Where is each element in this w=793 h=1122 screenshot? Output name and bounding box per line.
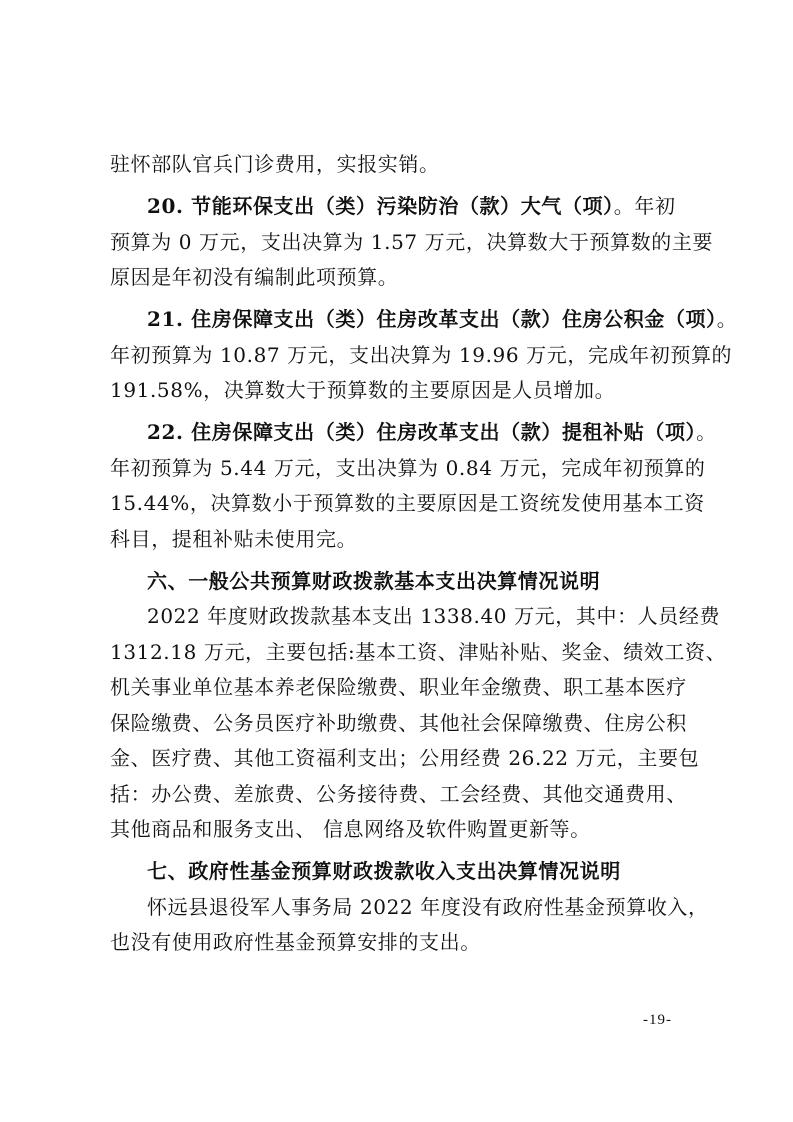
body-line: 年初预算为 5.44 万元，支出决算为 0.84 万元，完成年初预算的: [110, 456, 706, 480]
item-22-rest: 。: [696, 420, 717, 444]
section-6-heading: 六、一般公共预算财政拨款基本支出决算情况说明: [147, 569, 601, 593]
body-line: 原因是年初没有编制此项预算。: [110, 265, 399, 289]
body-line: 保险缴费、公务员医疗补助缴费、其他社会保障缴费、住房公积: [110, 711, 687, 735]
section-7-heading: 七、政府性基金预算财政拨款收入支出决算情况说明: [147, 859, 621, 883]
body-line: 其他商品和服务支出、 信息网络及软件购置更新等。: [110, 817, 591, 841]
body-line: 机关事业单位基本养老保险缴费、职业年金缴费、职工基本医疗: [110, 675, 687, 699]
item-21-rest: 。: [716, 307, 738, 331]
body-line: 驻怀部队官兵门诊费用，实报实销。: [110, 152, 440, 176]
body-line: 怀远县退役军人事务局 2022 年度没有政府性基金预算收入，: [147, 895, 709, 919]
body-line: 也没有使用政府性基金预算安排的支出。: [110, 930, 481, 954]
item-20-line: [147, 194, 676, 218]
item-20-title: 20. 节能环保支出（类）污染防治（款）大气（项）: [147, 194, 614, 218]
body-line: 15.44%，决算数小于预算数的主要原因是工资统发使用基本工资: [110, 491, 705, 515]
body-line: 预算为 0 万元，支出决算为 1.57 万元，决算数大于预算数的主要: [110, 230, 714, 254]
item-21-title: 21. 住房保障支出（类）住房改革支出（款）住房公积金（项）: [147, 307, 717, 331]
body-line: 1312.18 万元，主要包括:基本工资、津贴补贴、奖金、绩效工资、: [110, 640, 727, 664]
item-21-line: [147, 307, 737, 331]
body-line: 年初预算为 10.87 万元，支出决算为 19.96 万元，完成年初预算的: [110, 343, 733, 367]
item-22-line: [147, 420, 717, 444]
item-20-rest: 。年初: [613, 194, 676, 218]
page-number: -19-: [643, 1012, 672, 1028]
body-line: 括：办公费、差旅费、公务接待费、工会经费、其他交通费用、: [110, 782, 687, 806]
body-line: 金、医疗费、其他工资福利支出；公用经费 26.22 万元，主要包: [110, 746, 700, 770]
body-line: 科目，提租补贴未使用完。: [110, 527, 358, 551]
body-line: 2022 年度财政拨款基本支出 1338.40 万元，其中：人员经费: [147, 604, 721, 628]
item-22-title: 22. 住房保障支出（类）住房改革支出（款）提租补贴（项）: [147, 420, 697, 444]
body-line: 191.58%，决算数大于预算数的主要原因是人员增加。: [110, 378, 616, 402]
